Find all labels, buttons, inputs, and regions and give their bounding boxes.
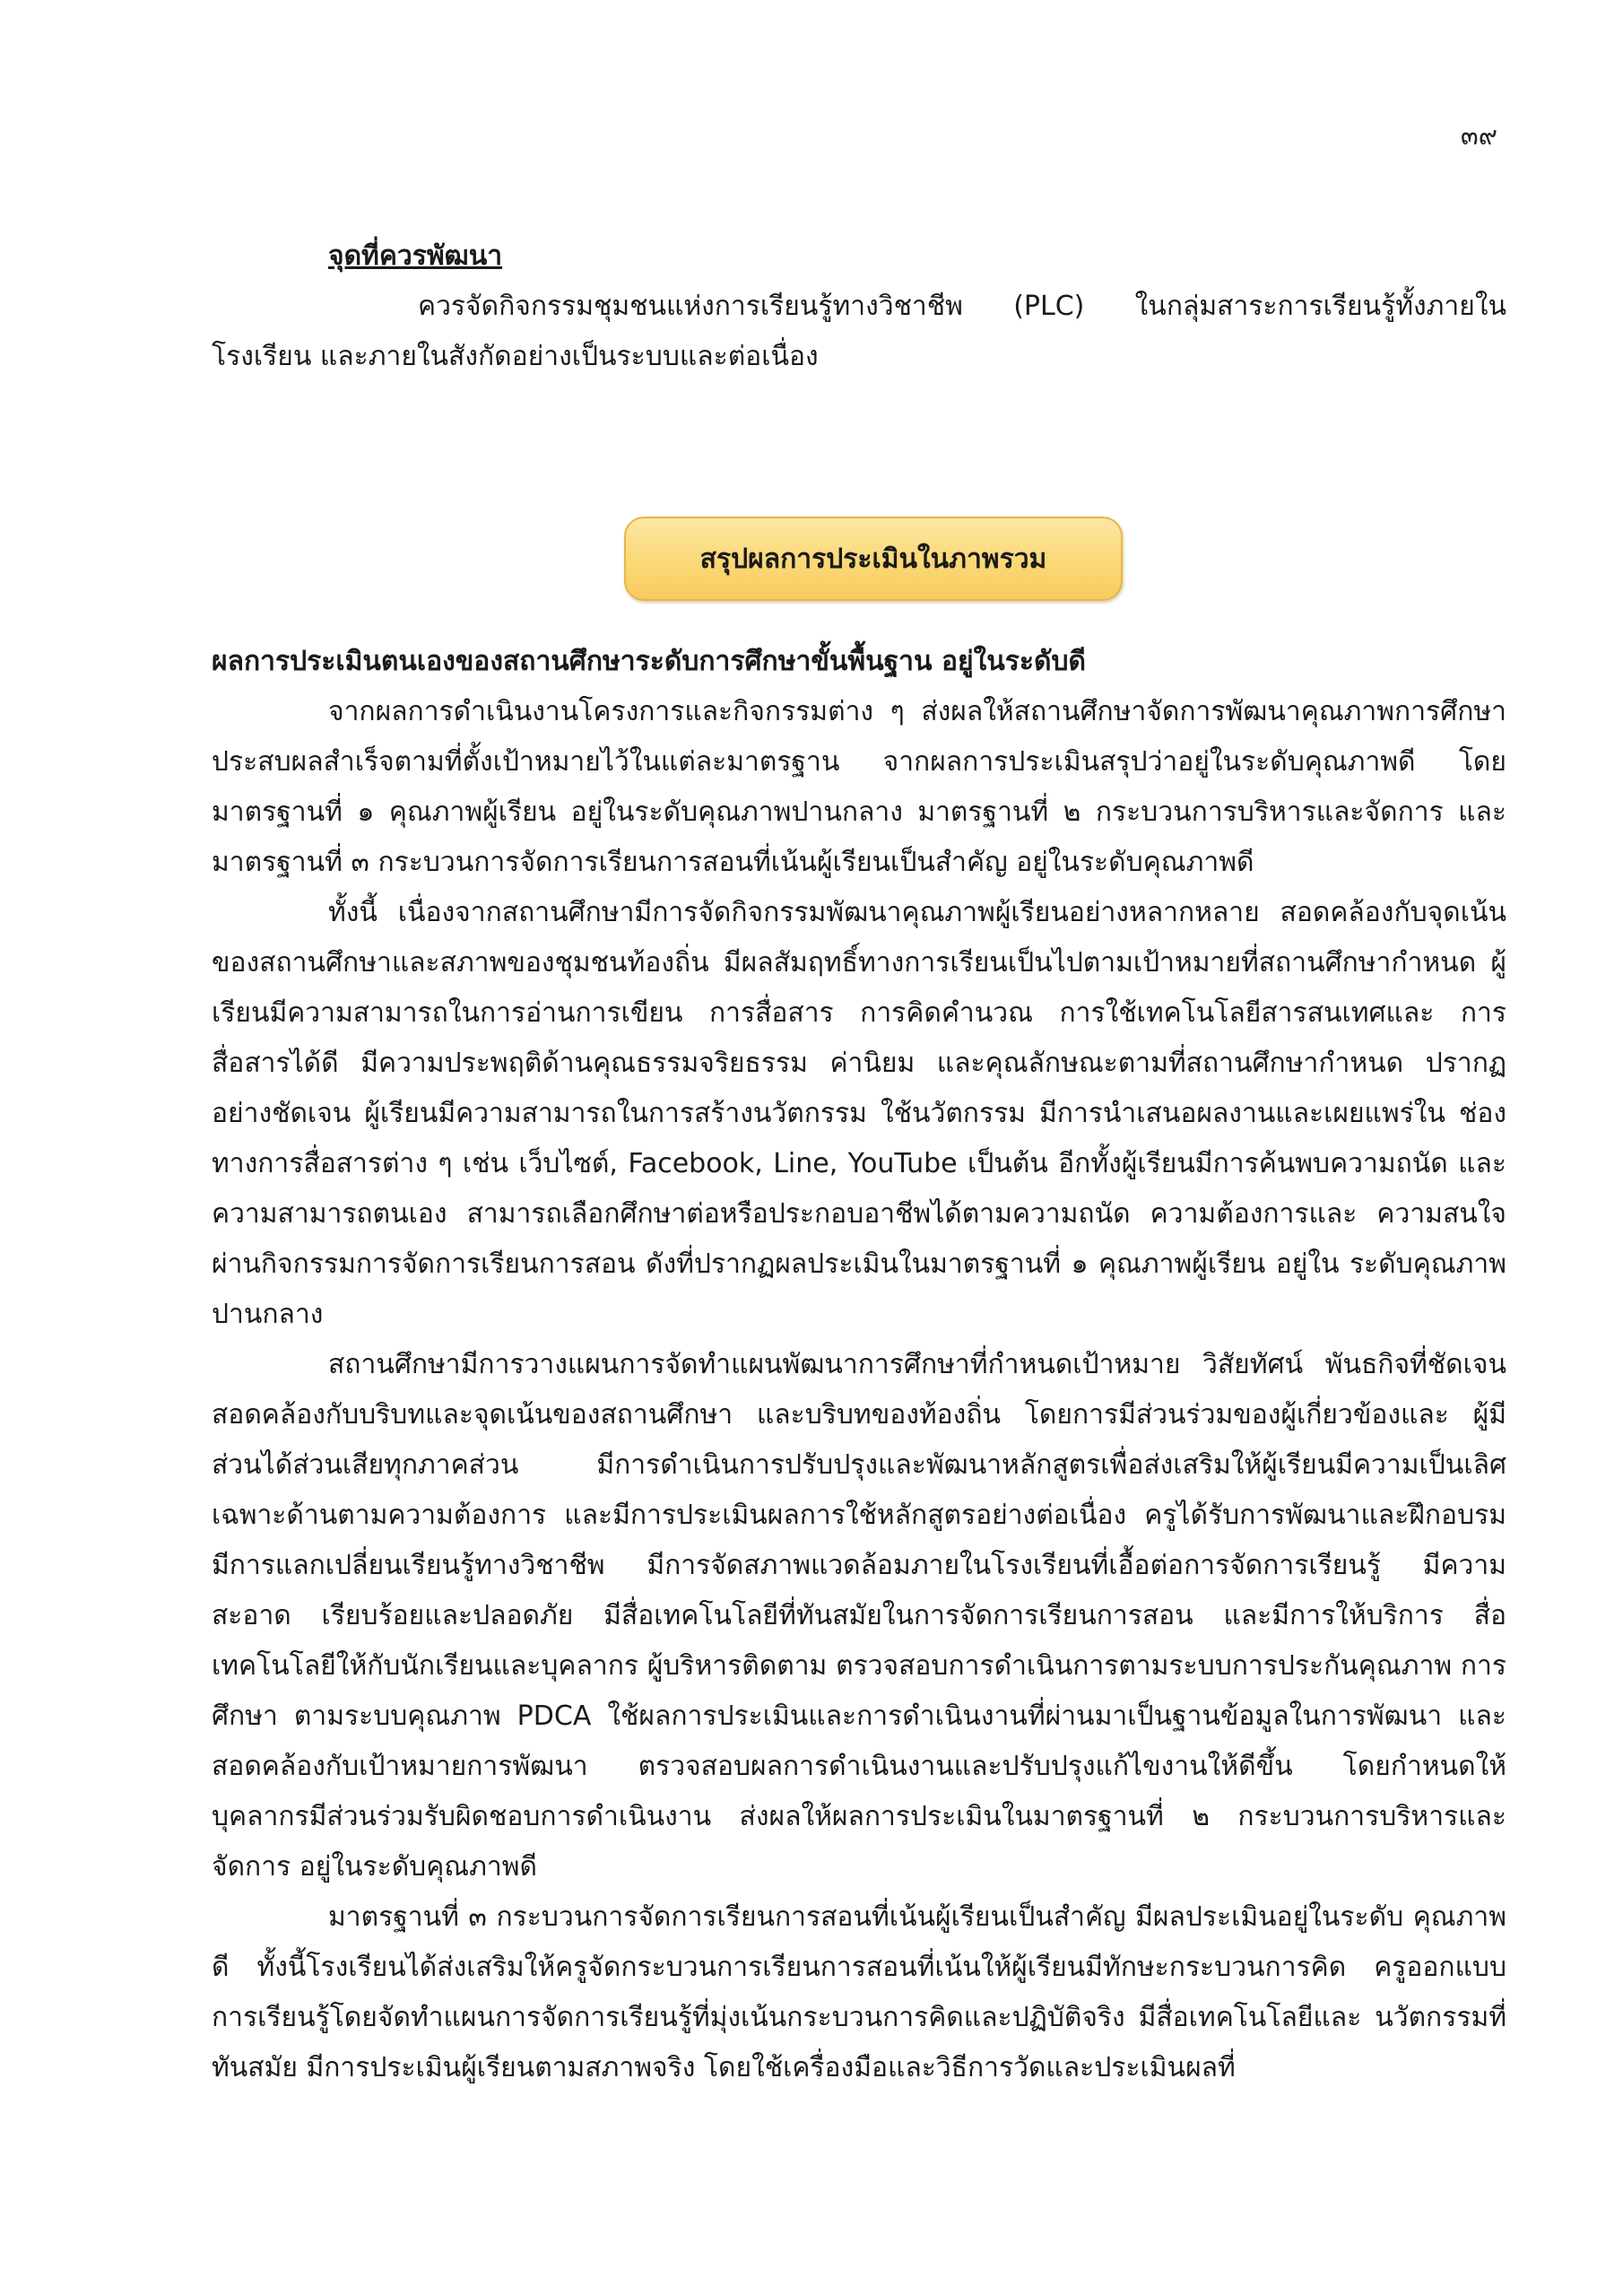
summary-paragraph-2: ทั้งนี้ เนื่องจากสถานศึกษามีการจัดกิจกรรมพัฒนาคุณภาพผู้เรียนอย่างหลากหลาย สอดคล้องกับจุดเน้น ของสถานศึกษาและสภาพของชุมชนท้องถิ่น มีผลสัมฤทธิ์ทางการเรียนเป็นไปตามเป้าหมายที่สถานศึกษากำหนด ผู้เรียนมีความสามารถในการอ่านการเขียน การสื่อสาร การคิดคำนวณ การใช้เทคโนโลยีสารสนเทศและ การสื่อสารได้ดี มีความประพฤติด้านคุณธรรมจริยธรรม ค่านิยม และคุณลักษณะตามที่สถานศึกษากำหนด ปรากฏ อย่างชัดเจน ผู้เรียนมีความสามารถในการสร้างนวัตกรรม ใช้นวัตกรรม มีการนำเสนอผลงานและเผยแพร่ใน ช่องทางการสื่อสารต่าง ๆ เช่น เว็บไซต์, Facebook, Line, YouTube เป็นต้น อีกทั้งผู้เรียนมีการค้นพบความถนัด และความสามารถตนเอง สามารถเลือกศึกษาต่อหรือประกอบอาชีพได้ตามความถนัด ความต้องการและ ความสนใจ ผ่านกิจกรรมการจัดการเรียนการสอน ดังที่ปรากฏผลประเมินในมาตรฐานที่ ๑ คุณภาพผู้เรียน อยู่ใน ระดับคุณภาพปานกลาง (212, 897, 1506, 1330)
document-body (212, 231, 1506, 2093)
summary-paragraph-3: สถานศึกษามีการวางแผนการจัดทำแผนพัฒนาการศึกษาที่กำหนดเป้าหมาย วิสัยทัศน์ พันธกิจที่ชัดเจน สอดคล้องกับบริบทและจุดเน้นของสถานศึกษา และบริบทของท้องถิ่น โดยการมีส่วนร่วมของผู้เกี่ยวข้องและ ผู้มีส่วนได้ส่วนเสียทุกภาคส่วน มีการดำเนินการปรับปรุงและพัฒนาหลักสูตรเพื่อส่งเสริมให้ผู้เรียนมีความเป็นเลิศ เฉพาะด้านตามความต้องการ และมีการประเมินผลการใช้หลักสูตรอย่างต่อเนื่อง ครูได้รับการพัฒนาและฝึกอบรม มีการแลกเปลี่ยนเรียนรู้ทางวิชาชีพ มีการจัดสภาพแวดล้อมภายในโรงเรียนที่เอื้อต่อการจัดการเรียนรู้ มีความสะอาด เรียบร้อยและปลอดภัย มีสื่อเทคโนโลยีที่ทันสมัยในการจัดการเรียนการสอน และมีการให้บริการ สื่อเทคโนโลยีให้กับนักเรียนและบุคลากร ผู้บริหารติดตาม ตรวจสอบการดำเนินการตามระบบการประกันคุณภาพ การศึกษา ตามระบบคุณภาพ PDCA ใช้ผลการประเมินและการดำเนินงานที่ผ่านมาเป็นฐานข้อมูลในการพัฒนา และสอดคล้องกับเป้าหมายการพัฒนา ตรวจสอบผลการดำเนินงานและปรับปรุงแก้ไขงานให้ดีขึ้น โดยกำหนดให้ บุคลากรมีส่วนร่วมรับผิดชอบการดำเนินงาน ส่งผลให้ผลการประเมินในมาตรฐานที่ ๒ กระบวนการบริหารและ จัดการ อยู่ในระดับคุณภาพดี (212, 1349, 1506, 1883)
summary-paragraph-1: จากผลการดำเนินงานโครงการและกิจกรรมต่าง ๆ ส่งผลให้สถานศึกษาจัดการพัฒนาคุณภาพการศึกษา ประสบผลสำเร็จตามที่ตั้งเป้าหมายไว้ในแต่ละมาตรฐาน จากผลการประเมินสรุปว่าอยู่ในระดับคุณภาพดี โดยมาตรฐานที่ ๑ คุณภาพผู้เรียน อยู่ในระดับคุณภาพปานกลาง มาตรฐานที่ ๒ กระบวนการบริหารและจัดการ และมาตรฐานที่ ๓ กระบวนการจัดการเรียนการสอนที่เน้นผู้เรียนเป็นสำคัญ อยู่ในระดับคุณภาพดี (212, 696, 1506, 878)
result-heading: ผลการประเมินตนเองของสถานศึกษาระดับการศึกษาขั้นพื้นฐาน อยู่ในระดับดี (212, 646, 1086, 677)
summary-paragraph-4: มาตรฐานที่ ๓ กระบวนการจัดการเรียนการสอนที่เน้นผู้เรียนเป็นสำคัญ มีผลประเมินอยู่ในระดับ คุณภาพดี ทั้งนี้โรงเรียนได้ส่งเสริมให้ครูจัดกระบวนการเรียนการสอนที่เน้นให้ผู้เรียนมีทักษะกระบวนการคิด ครูออกแบบการเรียนรู้โดยจัดทำแผนการจัดการเรียนรู้ที่มุ่งเน้นกระบวนการคิดและปฏิบัติจริง มีสื่อเทคโนโลยีและ นวัตกรรมที่ทันสมัย มีการประเมินผู้เรียนตามสภาพจริง โดยใช้เครื่องมือและวิธีการวัดและประเมินผลที่ (212, 1901, 1506, 2083)
summary-title-box (624, 517, 1123, 601)
summary-title: สรุปผลการประเมินในภาพรวม (699, 543, 1047, 575)
development-text: ควรจัดกิจกรรมชุมชนแห่งการเรียนรู้ทางวิชาชีพ (PLC) ในกลุ่มสาระการเรียนรู้ทั้งภายในโรงเรียน และภายในสังกัดอย่างเป็นระบบและต่อเนื่อง (212, 291, 1506, 372)
page-number: ๓๙ (1460, 120, 1497, 151)
development-heading: จุดที่ควรพัฒนา (328, 240, 503, 272)
